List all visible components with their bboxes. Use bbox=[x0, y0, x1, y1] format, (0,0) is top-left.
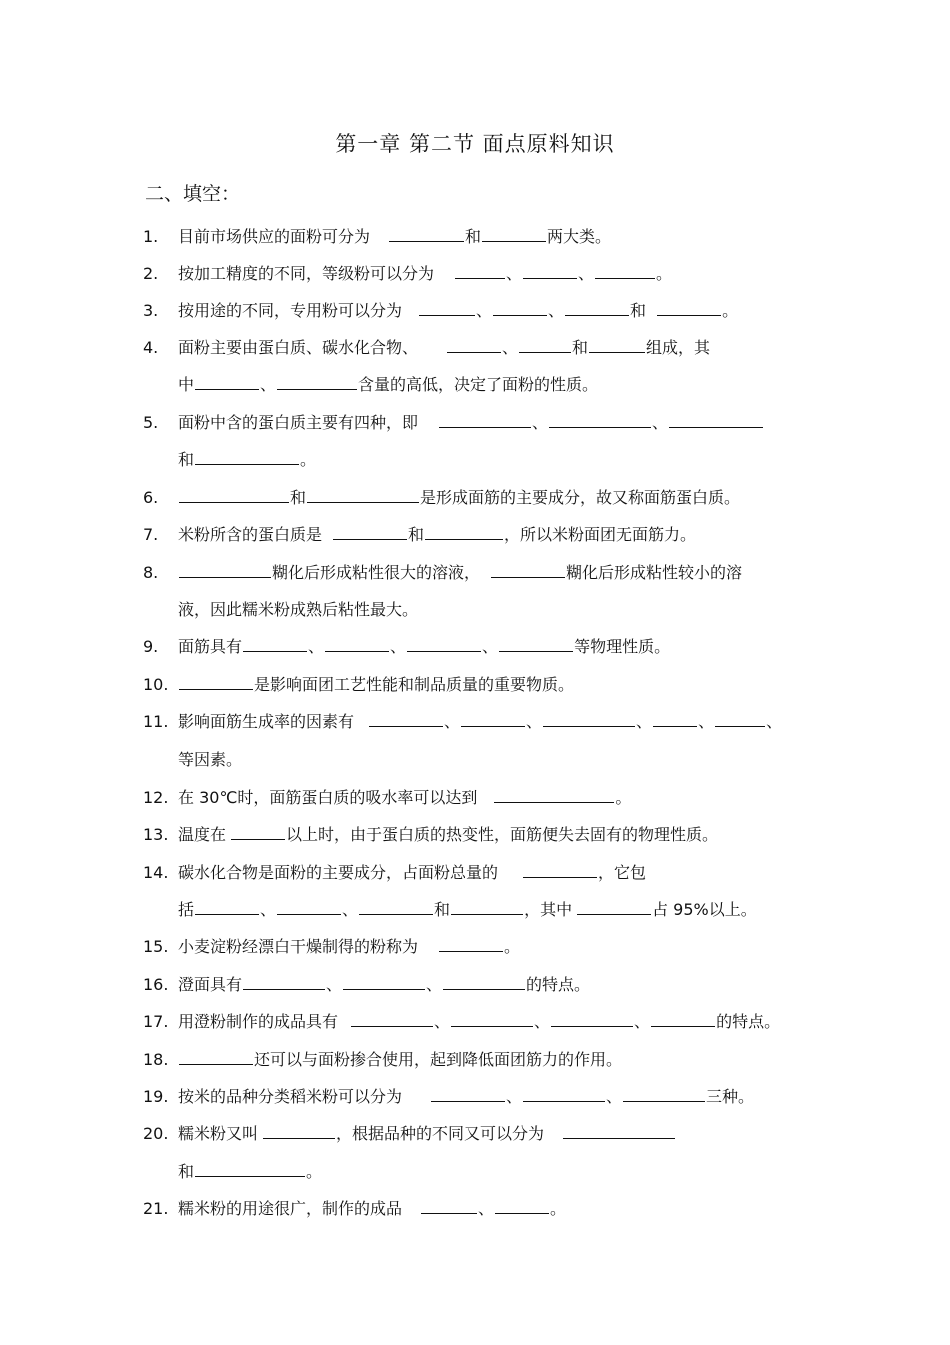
question-number: 12. bbox=[143, 788, 169, 807]
question-11: 11. 影响面筋生成率的因素有 、 、 、 、 、 bbox=[143, 710, 782, 734]
answer-blank[interactable] bbox=[333, 524, 407, 540]
question-number: 20. bbox=[143, 1124, 169, 1143]
answer-blank[interactable] bbox=[243, 974, 325, 990]
question-5: 5. 面粉中含的蛋白质主要有四种，即 、 、 bbox=[143, 411, 764, 435]
question-number: 16. bbox=[143, 975, 169, 994]
question-number: 7. bbox=[143, 525, 159, 544]
answer-blank[interactable] bbox=[623, 1086, 705, 1102]
answer-blank[interactable] bbox=[359, 899, 433, 915]
question-19: 19. 按米的品种分类稻米粉可以分为 、 、 三种。 bbox=[143, 1085, 754, 1109]
answer-blank[interactable] bbox=[443, 974, 525, 990]
question-20: 20. 糯米粉又叫 ，根据品种的不同又可以分为 bbox=[143, 1122, 676, 1146]
question-21: 21. 糯米粉的用途很广，制作的成品 、 。 bbox=[143, 1197, 566, 1221]
answer-blank[interactable] bbox=[523, 862, 597, 878]
answer-blank[interactable] bbox=[595, 263, 655, 279]
answer-blank[interactable] bbox=[551, 1011, 633, 1027]
answer-blank[interactable] bbox=[307, 487, 419, 503]
question-number: 8. bbox=[143, 563, 159, 582]
question-9: 9. 面筋具有 、 、 、 等物理性质。 bbox=[143, 635, 670, 659]
answer-blank[interactable] bbox=[277, 899, 341, 915]
answer-blank[interactable] bbox=[543, 711, 635, 727]
question-number: 9. bbox=[143, 637, 159, 656]
question-14: 14. 碳水化合物是面粉的主要成分，占面粉总量的 ，它包 bbox=[143, 861, 646, 885]
question-3: 3. 按用途的不同，专用粉可以分为 、 、 和 。 bbox=[143, 299, 738, 323]
question-number: 6. bbox=[143, 488, 159, 507]
question-number: 5. bbox=[143, 413, 159, 432]
question-number: 3. bbox=[143, 301, 159, 320]
page-title: 第一章 第二节 面点原料知识 bbox=[335, 132, 615, 156]
question-number: 18. bbox=[143, 1050, 169, 1069]
answer-blank[interactable] bbox=[499, 636, 573, 652]
question-4-cont: 中 、 含量的高低，决定了面粉的性质。 bbox=[178, 375, 599, 394]
answer-blank[interactable] bbox=[669, 412, 763, 428]
answer-blank[interactable] bbox=[491, 562, 565, 578]
answer-blank[interactable] bbox=[577, 899, 651, 915]
answer-blank[interactable] bbox=[425, 524, 503, 540]
question-number: 10. bbox=[143, 675, 169, 694]
question-12: 12. 在 30℃时，面筋蛋白质的吸水率可以达到 。 bbox=[143, 786, 631, 810]
answer-blank[interactable] bbox=[565, 300, 629, 316]
answer-blank[interactable] bbox=[494, 787, 614, 803]
answer-blank[interactable] bbox=[351, 1011, 433, 1027]
answer-blank[interactable] bbox=[523, 263, 577, 279]
question-17: 17. 用澄粉制作的成品具有 、 、 、 的特点。 bbox=[143, 1010, 780, 1034]
question-6: 6. 和 是形成面筋的主要成分，故又称面筋蛋白质。 bbox=[143, 486, 740, 510]
answer-blank[interactable] bbox=[195, 1161, 305, 1177]
question-8: 8. 糊化后形成粘性很大的溶液， 糊化后形成粘性较小的溶 bbox=[143, 561, 742, 585]
question-10: 10. 是影响面团工艺性能和制品质量的重要物质。 bbox=[143, 673, 574, 697]
question-number: 2. bbox=[143, 264, 159, 283]
answer-blank[interactable] bbox=[715, 711, 765, 727]
question-number: 15. bbox=[143, 937, 169, 956]
question-number: 19. bbox=[143, 1087, 169, 1106]
answer-blank[interactable] bbox=[343, 974, 425, 990]
answer-blank[interactable] bbox=[523, 1086, 605, 1102]
answer-blank[interactable] bbox=[325, 636, 389, 652]
answer-blank[interactable] bbox=[179, 674, 253, 690]
question-4: 4. 面粉主要由蛋白质、碳水化合物、 、 和 组成，其 bbox=[143, 336, 710, 360]
question-13: 13. 温度在 以上时，由于蛋白质的热变性，面筋便失去固有的物理性质。 bbox=[143, 823, 718, 847]
answer-blank[interactable] bbox=[195, 374, 259, 390]
question-18: 18. 还可以与面粉掺合使用，起到降低面团筋力的作用。 bbox=[143, 1048, 622, 1072]
question-number: 17. bbox=[143, 1012, 169, 1031]
answer-blank[interactable] bbox=[549, 412, 651, 428]
question-8-cont: 液，因此糯米粉成熟后粘性最大。 bbox=[178, 600, 419, 619]
question-1: 1. 目前市场供应的面粉可分为 和 两大类。 bbox=[143, 225, 611, 249]
answer-blank[interactable] bbox=[493, 300, 547, 316]
answer-blank[interactable] bbox=[653, 711, 697, 727]
answer-blank[interactable] bbox=[389, 226, 464, 242]
answer-blank[interactable] bbox=[195, 899, 259, 915]
answer-blank[interactable] bbox=[179, 562, 271, 578]
question-14-cont: 括 、 、 和 ，其中 占 95%以上。 bbox=[178, 900, 757, 919]
answer-blank[interactable] bbox=[179, 487, 289, 503]
answer-blank[interactable] bbox=[421, 1198, 477, 1214]
answer-blank[interactable] bbox=[563, 1123, 675, 1139]
answer-blank[interactable] bbox=[589, 337, 645, 353]
answer-blank[interactable] bbox=[651, 1011, 715, 1027]
question-20-cont: 和 。 bbox=[178, 1162, 323, 1181]
question-16: 16. 澄面具有 、 、 的特点。 bbox=[143, 973, 590, 997]
answer-blank[interactable] bbox=[369, 711, 443, 727]
answer-blank[interactable] bbox=[461, 711, 525, 727]
question-number: 13. bbox=[143, 825, 169, 844]
answer-blank[interactable] bbox=[482, 226, 546, 242]
question-7: 7. 米粉所含的蛋白质是 和 ，所以米粉面团无面筋力。 bbox=[143, 523, 696, 547]
answer-blank[interactable] bbox=[519, 337, 571, 353]
answer-blank[interactable] bbox=[455, 263, 505, 279]
question-11-cont: 等因素。 bbox=[178, 750, 243, 769]
question-number: 4. bbox=[143, 338, 159, 357]
question-number: 14. bbox=[143, 863, 169, 882]
section-heading: 二、填空： bbox=[145, 183, 241, 205]
answer-blank[interactable] bbox=[447, 337, 501, 353]
answer-blank[interactable] bbox=[657, 300, 721, 316]
answer-blank[interactable] bbox=[231, 824, 285, 840]
answer-blank[interactable] bbox=[439, 936, 503, 952]
answer-blank[interactable] bbox=[431, 1086, 505, 1102]
answer-blank[interactable] bbox=[179, 1049, 253, 1065]
answer-blank[interactable] bbox=[263, 1123, 335, 1139]
answer-blank[interactable] bbox=[439, 412, 531, 428]
question-15: 15. 小麦淀粉经漂白干燥制得的粉称为 。 bbox=[143, 935, 520, 959]
answer-blank[interactable] bbox=[451, 899, 523, 915]
question-number: 11. bbox=[143, 712, 169, 731]
answer-blank[interactable] bbox=[277, 374, 357, 390]
question-number: 21. bbox=[143, 1199, 169, 1218]
question-2: 2. 按加工精度的不同，等级粉可以分为 、 、 。 bbox=[143, 262, 672, 286]
answer-blank[interactable] bbox=[243, 636, 307, 652]
answer-blank[interactable] bbox=[407, 636, 481, 652]
answer-blank[interactable] bbox=[495, 1198, 549, 1214]
answer-blank[interactable] bbox=[451, 1011, 533, 1027]
answer-blank[interactable] bbox=[419, 300, 475, 316]
question-number: 1. bbox=[143, 227, 159, 246]
question-5-cont: 和 。 bbox=[178, 450, 317, 469]
answer-blank[interactable] bbox=[195, 449, 299, 465]
